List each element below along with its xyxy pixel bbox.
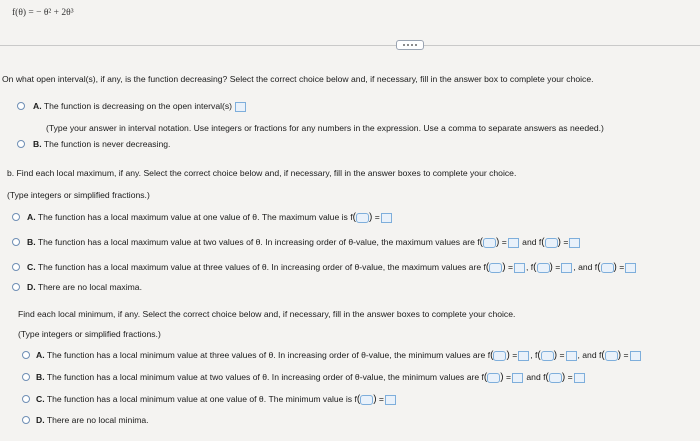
choice-max-d xyxy=(27,282,142,292)
equals: = xyxy=(559,350,565,360)
paren: ( xyxy=(597,262,601,274)
choice-text: The function has a local maximum value at three values of θ. In increasing order of θ-value, the maximum values are f xyxy=(37,262,486,272)
comma: , xyxy=(577,350,580,360)
radio-max-c[interactable] xyxy=(12,263,20,271)
theta-box[interactable] xyxy=(549,373,562,383)
comma: , xyxy=(573,262,576,272)
value-box[interactable] xyxy=(508,238,519,248)
equals: = xyxy=(563,237,569,247)
equals: = xyxy=(505,372,511,382)
f-label: f xyxy=(530,262,534,272)
radio-min-a[interactable] xyxy=(22,351,30,359)
choice-text: There are no local minima. xyxy=(46,415,149,425)
radio-min-c[interactable] xyxy=(22,395,30,403)
paren: ) xyxy=(502,262,506,274)
theta-box[interactable] xyxy=(545,238,558,248)
value-box[interactable] xyxy=(518,351,529,361)
paren: ) xyxy=(500,372,504,384)
question-local-min: Find each local minimum, if any. Select the correct choice below and, if necessary, fill in the answer boxes to complete your choice. xyxy=(18,309,516,319)
value-box[interactable] xyxy=(512,373,523,383)
local-max-hint: (Type integers or simplified fractions.) xyxy=(7,190,150,200)
paren: ( xyxy=(483,372,488,384)
f-label: f xyxy=(599,350,602,360)
paren: ) xyxy=(557,237,561,249)
choice-min-a xyxy=(36,350,642,361)
theta-box[interactable] xyxy=(360,395,373,405)
paren: ) xyxy=(496,237,500,249)
paren: ) xyxy=(617,350,622,362)
function-formula: f(θ) = − θ² + 2θ³ xyxy=(12,8,74,18)
choice-text: The function has a local minimum value at one value of θ. The minimum value is f xyxy=(46,394,357,404)
value-box[interactable] xyxy=(574,373,585,383)
paren: ( xyxy=(479,237,484,249)
and-label: and xyxy=(522,237,537,247)
value-box[interactable] xyxy=(630,351,641,361)
dot-icon xyxy=(415,44,417,46)
equals: = xyxy=(512,350,518,360)
dot-icon xyxy=(403,44,405,46)
interval-hint: (Type your answer in interval notation. Use integers or fractions for any numbers in the expression. Use a comma to separate answers as needed.) xyxy=(46,123,604,133)
choice-decreasing-b xyxy=(33,139,170,149)
theta-box[interactable] xyxy=(489,263,502,273)
section-divider xyxy=(0,45,700,46)
theta-box[interactable] xyxy=(483,238,496,248)
comma: , xyxy=(530,350,533,360)
interval-answer-box[interactable] xyxy=(235,102,246,112)
paren: ) xyxy=(373,394,377,406)
equals: = xyxy=(501,237,507,247)
question-decreasing: On what open interval(s), if any, is the function decreasing? Select the correct choice below and, if necessary, fill in the answer box to complete your choice. xyxy=(2,74,594,84)
paren: ( xyxy=(601,350,605,362)
and-label: and xyxy=(582,350,597,360)
choice-letter: A. xyxy=(33,101,42,111)
equals: = xyxy=(555,262,561,272)
paren: ) xyxy=(506,350,510,362)
paren: ) xyxy=(553,350,558,362)
paren: ) xyxy=(549,262,553,274)
expand-more-button[interactable] xyxy=(396,40,424,50)
theta-box[interactable] xyxy=(601,263,614,273)
choice-letter: B. xyxy=(33,139,42,149)
theta-box[interactable] xyxy=(356,213,369,223)
choice-max-a xyxy=(27,212,393,223)
theta-box[interactable] xyxy=(493,351,506,361)
theta-box[interactable] xyxy=(605,351,618,361)
f-label: f xyxy=(594,262,598,272)
theta-box[interactable] xyxy=(541,351,554,361)
choice-letter: A. xyxy=(27,212,36,222)
choice-text: The function has a local maximum value at two values of θ. In increasing order of θ-value, the maximum values are f xyxy=(37,237,480,247)
choice-min-b xyxy=(36,372,586,383)
choice-letter: D. xyxy=(36,415,45,425)
choice-text: The function has a local maximum value at one value of θ. The maximum value is f xyxy=(37,212,353,222)
f-label: f xyxy=(538,237,542,247)
paren: ) xyxy=(561,372,566,384)
value-box[interactable] xyxy=(625,263,636,273)
and-label: and xyxy=(526,372,541,382)
choice-text: The function has a local minimum value at three values of θ. In increasing order of θ-value, the minimum values are f xyxy=(46,350,491,360)
comma: , xyxy=(526,262,529,272)
paren: ( xyxy=(545,372,549,384)
choice-letter: A. xyxy=(36,350,45,360)
equals: = xyxy=(567,372,573,382)
choice-min-c xyxy=(36,394,397,405)
choice-letter: C. xyxy=(27,262,36,272)
dot-icon xyxy=(411,44,413,46)
radio-max-b[interactable] xyxy=(12,238,20,246)
choice-max-b xyxy=(27,237,581,248)
paren: ( xyxy=(533,262,537,274)
dot-icon xyxy=(407,44,409,46)
choice-max-c xyxy=(27,262,637,273)
equals: = xyxy=(623,350,629,360)
value-box[interactable] xyxy=(514,263,525,273)
paren: ) xyxy=(368,212,373,224)
paren: ( xyxy=(356,394,361,406)
choice-letter: D. xyxy=(27,282,36,292)
value-box[interactable] xyxy=(385,395,396,405)
paren: ( xyxy=(490,350,494,362)
f-label: f xyxy=(535,350,538,360)
equals: = xyxy=(378,394,384,404)
radio-min-b[interactable] xyxy=(22,373,30,381)
choice-decreasing-a xyxy=(33,101,247,112)
choice-text: There are no local maxima. xyxy=(37,282,142,292)
choice-text: The function has a local minimum value at two values of θ. In increasing order of θ-value, the minimum values are f xyxy=(46,372,484,382)
value-box[interactable] xyxy=(381,213,392,223)
choice-min-d xyxy=(36,415,149,425)
radio-decreasing-b[interactable] xyxy=(17,140,25,148)
radio-decreasing-a[interactable] xyxy=(17,102,25,110)
equals: = xyxy=(374,212,380,222)
f-label: f xyxy=(543,372,546,382)
radio-max-d[interactable] xyxy=(12,283,20,291)
theta-box[interactable] xyxy=(537,263,550,273)
radio-max-a[interactable] xyxy=(12,213,20,221)
choice-text: The function is decreasing on the open interval(s) xyxy=(43,101,233,111)
equals: = xyxy=(619,262,625,272)
value-box[interactable] xyxy=(561,263,572,273)
paren: ( xyxy=(537,350,541,362)
choice-letter: B. xyxy=(36,372,45,382)
choice-text: The function is never decreasing. xyxy=(43,139,171,149)
and-label: and xyxy=(578,262,593,272)
paren: ( xyxy=(541,237,545,249)
value-box[interactable] xyxy=(569,238,580,248)
paren: ( xyxy=(352,212,356,224)
value-box[interactable] xyxy=(566,351,577,361)
paren: ) xyxy=(613,262,617,274)
radio-min-d[interactable] xyxy=(22,416,30,424)
paren: ( xyxy=(485,262,490,274)
question-local-max: b. Find each local maximum, if any. Select the correct choice below and, if necessary, fill in the answer boxes to complete your choice. xyxy=(7,168,517,178)
local-min-hint: (Type integers or simplified fractions.) xyxy=(18,329,161,339)
equals: = xyxy=(507,262,513,272)
theta-box[interactable] xyxy=(487,373,500,383)
choice-letter: C. xyxy=(36,394,45,404)
choice-letter: B. xyxy=(27,237,36,247)
